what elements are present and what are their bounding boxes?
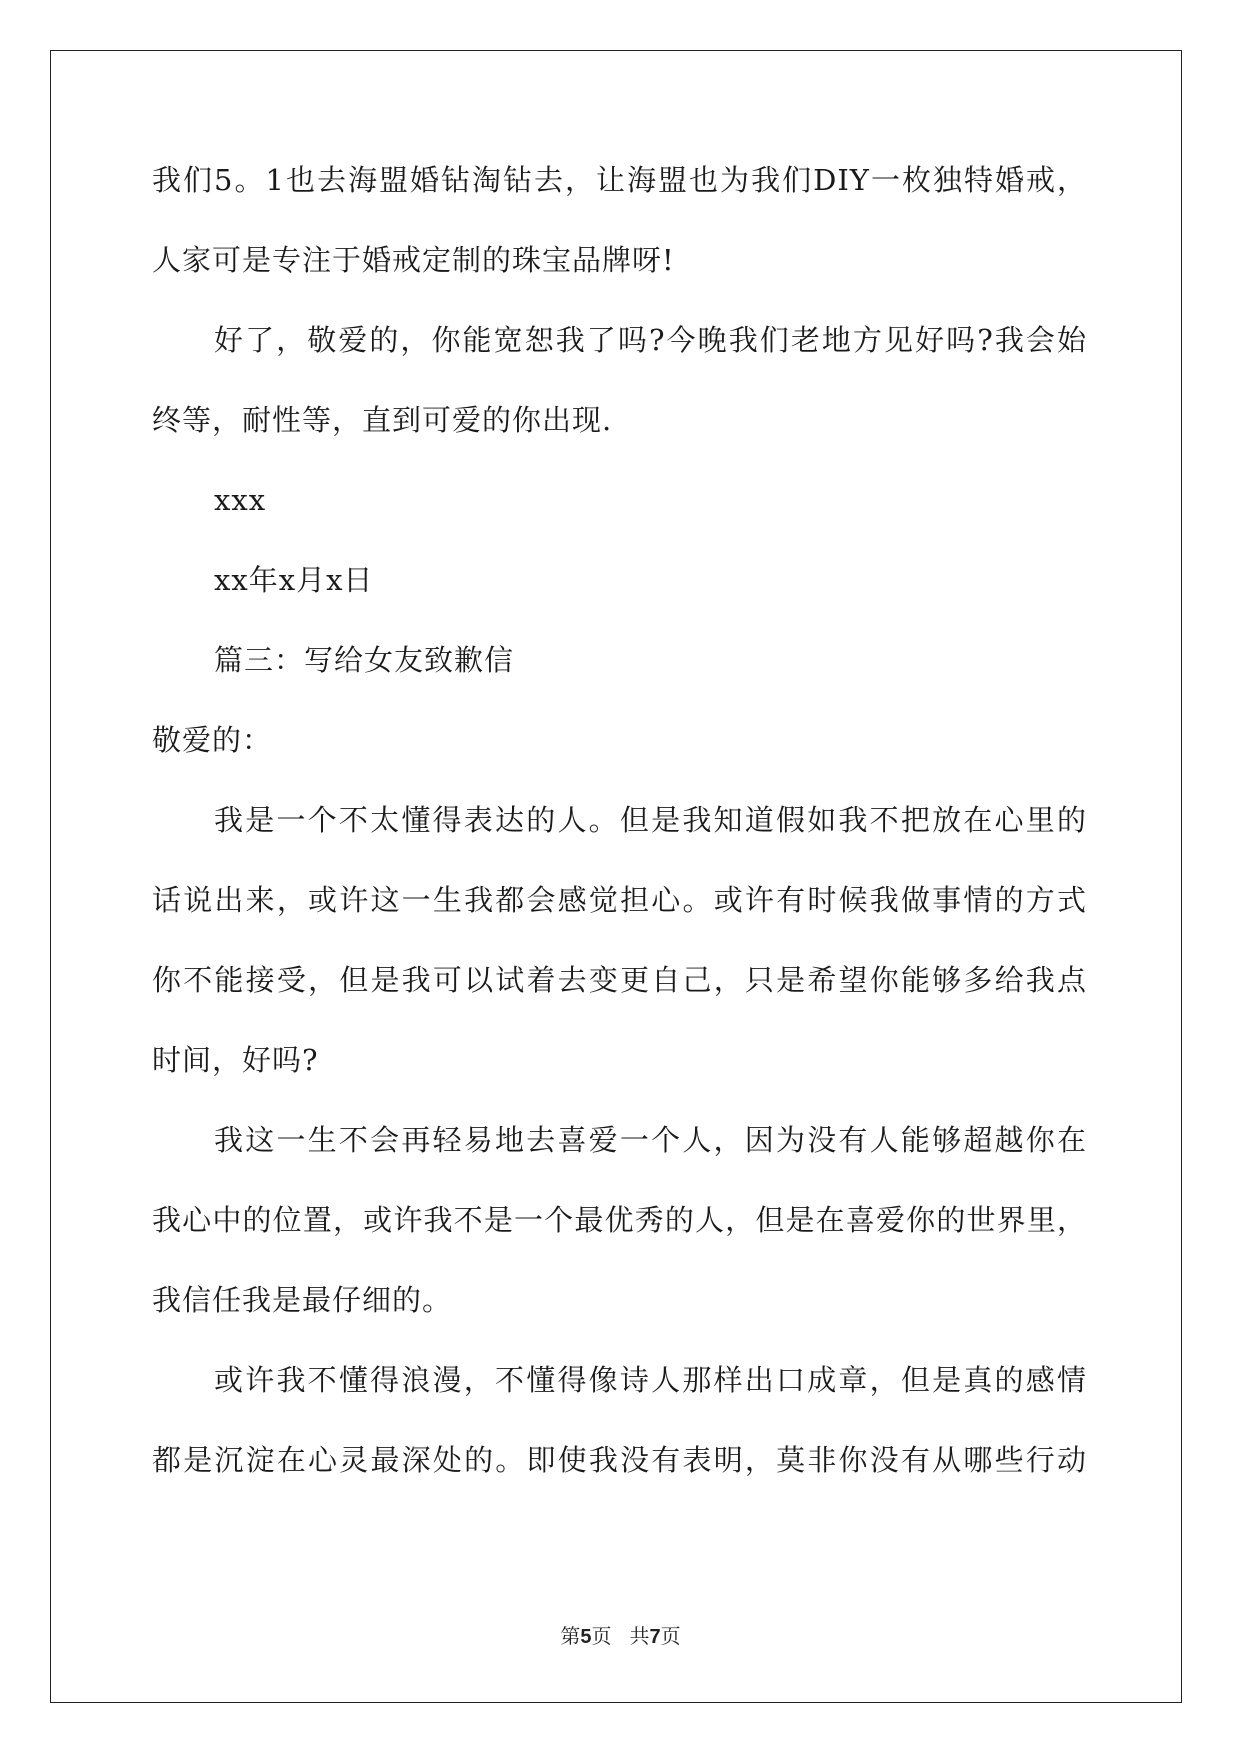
current-page-number: 5 xyxy=(580,1626,592,1648)
text-line: 我是一个不太懂得表达的人。但是我知道假如我不把放在心里的 xyxy=(214,803,1087,837)
footer-prefix: 第 xyxy=(560,1624,581,1648)
text-line: 或许我不懂得浪漫，不懂得像诗人那样出口成章，但是真的感情 xyxy=(214,1363,1087,1397)
signature-name: xxx xyxy=(214,483,267,517)
text-line: 好了，敬爱的，你能宽恕我了吗?今晚我们老地方见好吗?我会始 xyxy=(214,323,1087,357)
total-page-number: 7 xyxy=(649,1626,661,1648)
text-line: 人家可是专注于婚戒定制的珠宝品牌呀! xyxy=(152,243,675,277)
signature-date: xx年x月x日 xyxy=(214,563,374,597)
text-line: 终等，耐性等，直到可爱的你出现. xyxy=(152,403,613,437)
text-line: 话说出来，或许这一生我都会感觉担心。或许有时候我做事情的方式 xyxy=(152,883,1087,917)
footer-page-unit: 页 xyxy=(591,1624,612,1648)
text-line: 我心中的位置，或许我不是一个最优秀的人，但是在喜爱你的世界里， xyxy=(152,1203,1087,1237)
text-line: 都是沉淀在心灵最深处的。即使我没有表明，莫非你没有从哪些行动 xyxy=(152,1443,1087,1477)
document-body xyxy=(152,160,1087,1520)
section-heading: 篇三：写给女友致歉信 xyxy=(214,643,515,677)
text-line: 我这一生不会再轻易地去喜爱一个人，因为没有人能够超越你在 xyxy=(214,1123,1087,1157)
text-line: 你不能接受，但是我可以试着去变更自己，只是希望你能够多给我点 xyxy=(152,963,1087,997)
page-footer xyxy=(0,1624,1241,1649)
text-line: 我信任我是最仔细的。 xyxy=(152,1283,453,1317)
text-line: 我们5。1也去海盟婚钻淘钻去，让海盟也为我们DIY一枚独特婚戒， xyxy=(152,163,1087,197)
salutation: 敬爱的： xyxy=(152,723,273,757)
footer-total-unit: 页 xyxy=(660,1624,681,1648)
footer-total-prefix: 共 xyxy=(629,1624,650,1648)
text-line: 时间，好吗? xyxy=(152,1043,319,1077)
